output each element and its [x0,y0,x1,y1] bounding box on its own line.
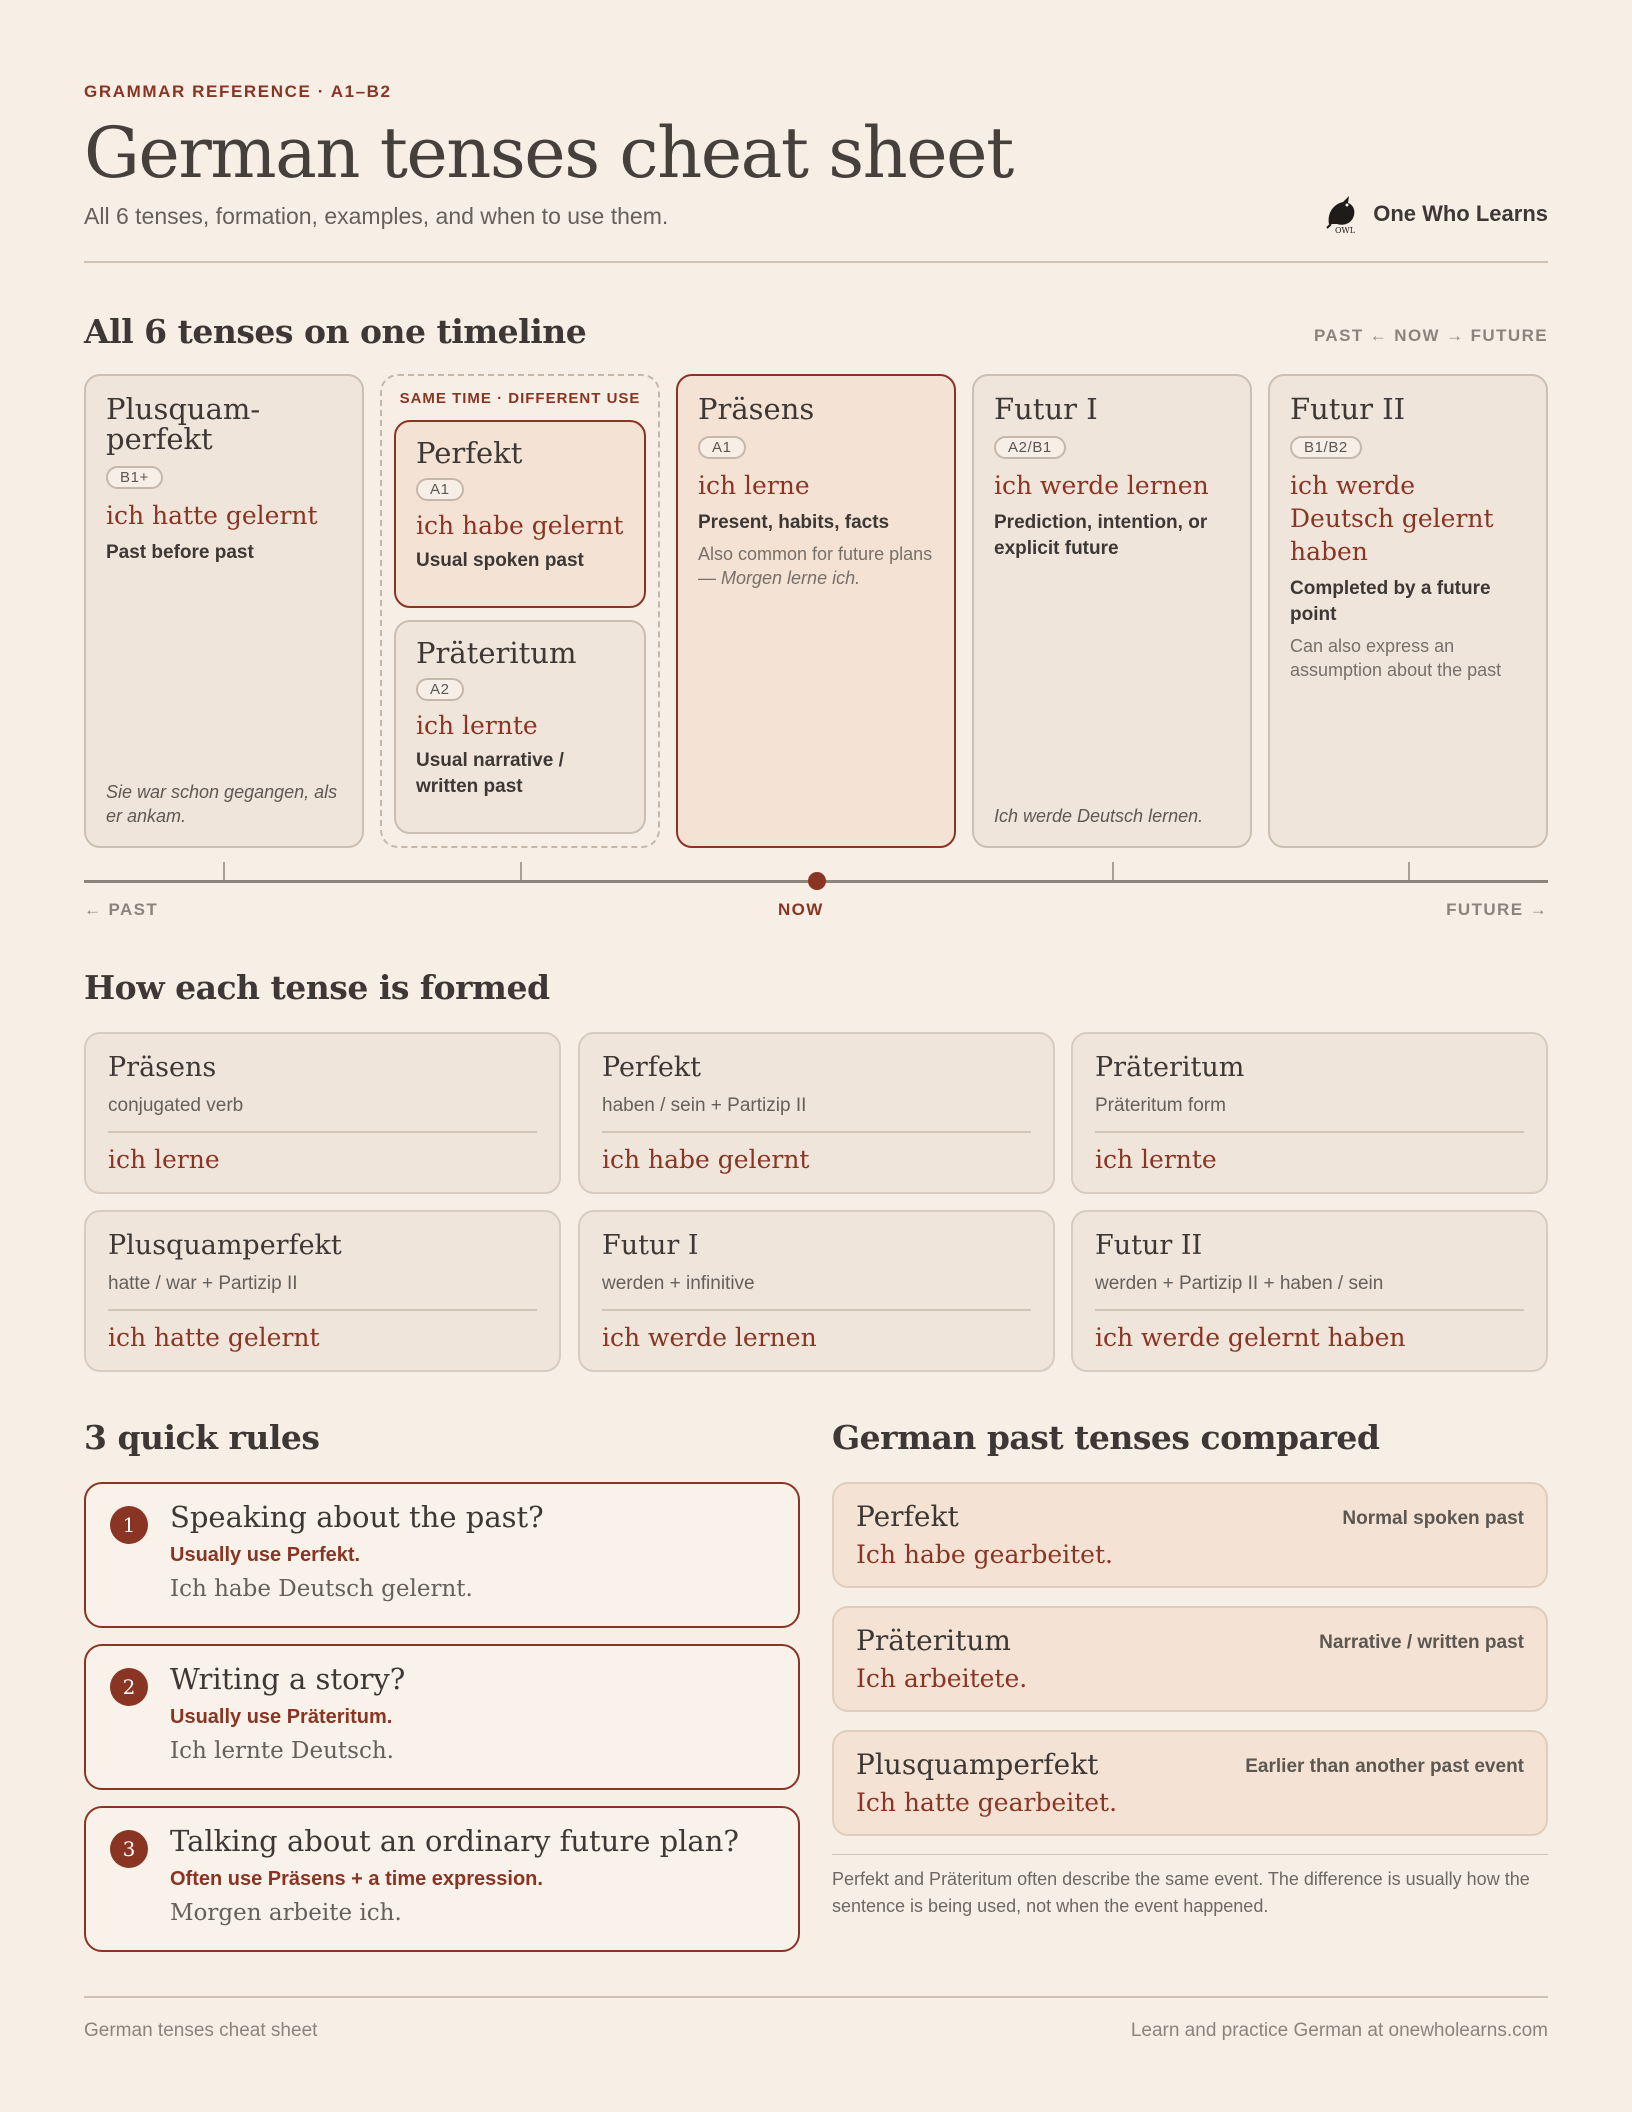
tense-use: Prediction, intention, or explicit future [994,512,1208,559]
group-label: SAME TIME · DIFFERENT USE [399,390,641,407]
axis-tick [1112,862,1114,880]
rule-example: Morgen arbeite ich. [170,1900,402,1926]
formation-example: ich habe gelernt [602,1145,810,1174]
level-badge: B1/B2 [1290,436,1362,459]
formation-card-plusquamperfekt [84,1210,561,1372]
formation-name: Perfekt [602,1052,702,1083]
compared-use: Earlier than another past event [1245,1756,1524,1777]
compared-section-title: German past tenses compared [832,1418,1380,1457]
brand-name[interactable]: One Who Learns [1373,201,1548,226]
tense-example: ich lernte [416,711,538,740]
footer-divider [84,1996,1548,1998]
rule-question: Speaking about the past? [170,1500,544,1534]
compared-use: Narrative / written past [1319,1632,1524,1653]
cheat-sheet-page [84,0,1548,2112]
timeline-card-futur-2 [1268,374,1548,848]
rule-card-3 [84,1806,800,1952]
rule-example: Ich lernte Deutsch. [170,1738,394,1764]
page-subtitle: All 6 tenses, formation, examples, and when to use them. [84,203,669,229]
tense-name: Futur I [994,392,1098,426]
formation-name: Futur II [1095,1230,1203,1261]
footer-left: German tenses cheat sheet [84,2020,318,2041]
rule-number: 1 [110,1506,148,1544]
formation-name: Futur I [602,1230,699,1261]
tense-name: Perfekt [416,436,523,470]
compared-note: Perfekt and Präteritum often describe the same event. The difference is usually how the sentence is being used, not when the event happened. [832,1869,1530,1916]
tense-use: Past before past [106,542,254,563]
tense-use: Present, habits, facts [698,512,890,533]
axis-tick [223,862,225,880]
compared-example: Ich hatte gearbeitet. [856,1788,1118,1817]
tense-name: Präteritum [416,636,577,670]
formation-formula: haben / sein + Partizip II [602,1095,1031,1133]
compared-example: Ich arbeitete. [856,1664,1028,1693]
compared-example: Ich habe gearbeitet. [856,1540,1113,1569]
timeline-section-title: All 6 tenses on one timeline [84,312,587,351]
formation-name: Präteritum [1095,1052,1245,1083]
compared-name: Plusquamperfekt [856,1748,1099,1781]
tense-use: Usual spoken past [416,550,584,571]
rule-example: Ich habe Deutsch gelernt. [170,1576,473,1602]
rule-answer: Often use Präsens + a time expression. [170,1868,543,1890]
formation-card-futur-1 [578,1210,1055,1372]
bird-logo-icon [1323,194,1359,234]
compared-divider [832,1854,1548,1855]
formation-card-praeteritum [1071,1032,1548,1194]
brand-logo-text: OWL [1335,226,1356,234]
formation-card-praesens [84,1032,561,1194]
tense-name: Futur II [1290,392,1406,426]
level-badge: B1+ [106,466,163,489]
rule-question: Talking about an ordinary future plan? [170,1824,739,1858]
compared-card-praeteritum [832,1606,1548,1712]
brand[interactable] [1323,194,1548,234]
formation-card-perfekt [578,1032,1055,1194]
formation-card-futur-2 [1071,1210,1548,1372]
level-badge: A1 [698,436,746,459]
rule-number: 3 [110,1830,148,1868]
compared-card-plusquamperfekt [832,1730,1548,1836]
rules-section-title: 3 quick rules [84,1418,320,1457]
eyebrow-label: GRAMMAR REFERENCE · A1–B2 [84,82,392,101]
tense-name: Plusquam- perfekt [106,392,261,456]
level-badge: A1 [416,478,464,501]
tense-example-sentence: Ich werde Deutsch lernen. [994,806,1204,826]
compared-name: Präteritum [856,1624,1011,1657]
timeline-direction-hint: PAST ← NOW → FUTURE [1313,326,1548,345]
tense-name: Präsens [698,392,815,426]
tense-example: ich hatte gelernt [106,501,318,530]
formation-formula: Präteritum form [1095,1095,1524,1133]
timeline-card-praeteritum [394,620,646,834]
tense-use: Usual narrative / written past [416,750,564,797]
tense-example-sentence: Sie war schon gegangen, als er ankam. [106,782,338,826]
axis-label-past: ← PAST [84,900,159,919]
tense-note: Also common for future plans — Morgen lerne ich. [698,544,933,588]
tense-example: ich lerne [698,471,810,500]
timeline-card-praesens [676,374,956,848]
tense-use: Completed by a future point [1290,578,1491,625]
compared-card-perfekt [832,1482,1548,1588]
formation-name: Präsens [108,1052,217,1083]
axis-tick [520,862,522,880]
formation-name: Plusquamperfekt [108,1230,342,1261]
formation-formula: werden + Partizip II + haben / sein [1095,1273,1524,1311]
footer-right-link[interactable]: Learn and practice German at onewholearns.com [1130,2020,1548,2041]
axis-tick [1408,862,1410,880]
rule-answer: Usually use Präteritum. [170,1706,393,1728]
tense-example: ich werde lernen [994,471,1209,500]
formation-example: ich lernte [1095,1145,1217,1174]
formation-example: ich hatte gelernt [108,1323,320,1352]
rule-card-2 [84,1644,800,1790]
timeline-card-perfekt [394,420,646,608]
axis-label-future: FUTURE → [1446,900,1548,919]
page-title: German tenses cheat sheet [84,112,1013,194]
rule-answer: Usually use Perfekt. [170,1544,361,1566]
timeline-card-plusquamperfekt [84,374,364,848]
rule-number: 2 [110,1668,148,1706]
tense-example: ich werde Deutsch gelernt haben [1290,471,1494,566]
formation-example: ich werde lernen [602,1323,817,1352]
now-marker [808,872,826,890]
formation-example: ich werde gelernt haben [1095,1323,1406,1352]
level-badge: A2 [416,678,464,701]
formation-formula: werden + infinitive [602,1273,1031,1311]
level-badge: A2/B1 [994,436,1066,459]
formation-formula: hatte / war + Partizip II [108,1273,537,1311]
formation-formula: conjugated verb [108,1095,537,1133]
timeline-card-futur-1 [972,374,1252,848]
tense-example: ich habe gelernt [416,511,624,540]
compared-name: Perfekt [856,1500,959,1533]
rule-question: Writing a story? [170,1662,406,1696]
header-divider [84,261,1548,263]
axis-label-now: NOW [778,900,824,919]
rule-card-1 [84,1482,800,1628]
formation-example: ich lerne [108,1145,220,1174]
tense-note: Can also express an assumption about the past [1290,636,1502,680]
formation-section-title: How each tense is formed [84,968,550,1007]
compared-use: Normal spoken past [1342,1508,1524,1529]
